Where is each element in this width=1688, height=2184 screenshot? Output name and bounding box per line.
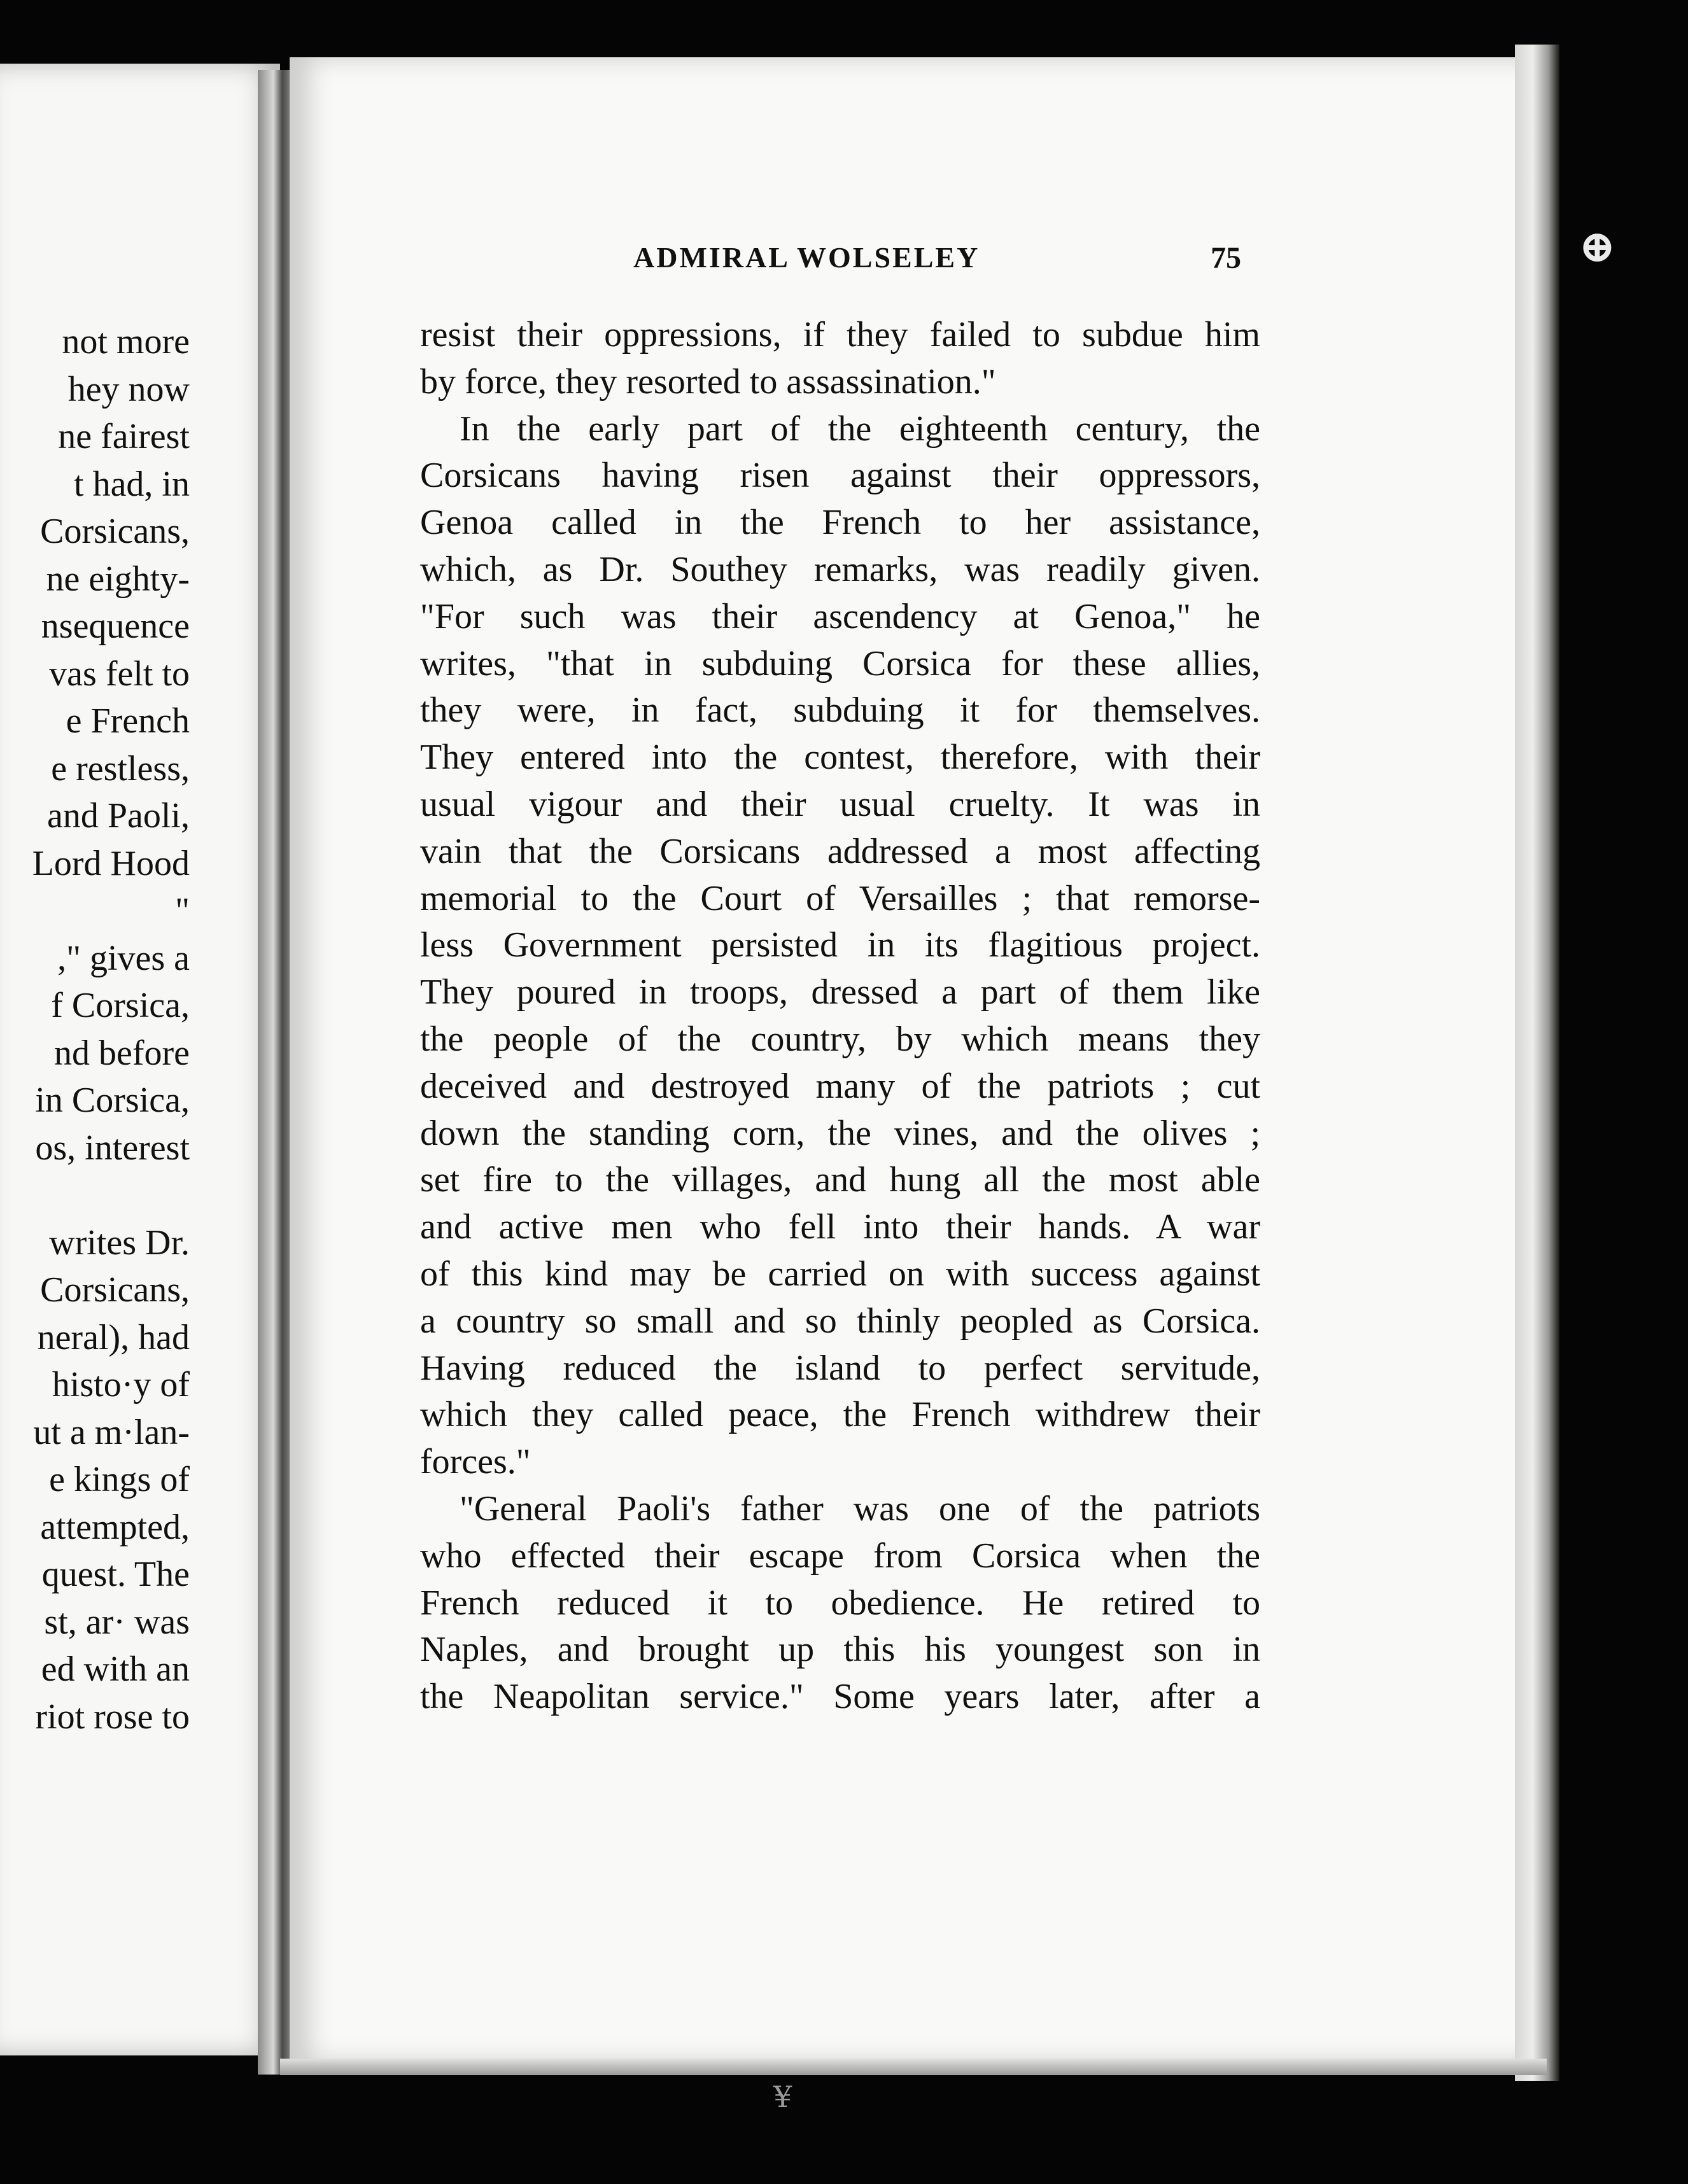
text-line: which they called peace, the French withdrew their [420,1395,1260,1435]
text-line: Naples, and brought up this his youngest son in [420,1630,1260,1670]
left-line: nsequence [41,606,190,646]
left-line [0,1172,190,1219]
text-line: less Government persisted in its flagitious project. [420,925,1260,965]
left-line: e kings of [49,1460,190,1499]
left-page-text [0,318,190,1740]
binding-mark: ¥ [773,2080,792,2114]
text-line: Having reduced the island to perfect servitude, [420,1348,1260,1388]
left-line: hey now [67,369,190,409]
left-line: e French [66,701,190,741]
text-line: by force, they resorted to assassination." [420,361,996,402]
text-line: who effected their escape from Corsica when the [420,1536,1260,1576]
left-line: in Corsica, [35,1081,190,1120]
text-line: They entered into the contest, therefore, with their [420,738,1260,778]
left-line: Corsicans, [40,512,190,551]
text-line: vain that the Corsicans addressed a most affecting [420,831,1260,871]
text-line: the people of the country, by which means they [420,1019,1260,1059]
text-line: They poured in troops, dressed a part of them like [420,972,1260,1012]
page-edge-bottom [280,2059,1547,2075]
left-line: and Paoli, [47,796,190,836]
running-head: ADMIRAL WOLSELEY [633,241,980,274]
left-line: attempted, [40,1507,190,1547]
left-line: ed with an [41,1649,190,1689]
left-line: ," gives a [57,938,190,978]
text-line: Genoa called in the French to her assistance, [420,503,1260,543]
left-line: ut a m·lan- [33,1412,190,1452]
left-line: vas felt to [49,654,190,694]
text-line: and active men who fell into their hands. A war [420,1207,1260,1247]
left-line: t had, in [74,464,190,504]
left-line: nd before [53,1033,190,1073]
page-tab-mark: ⊕ [1579,220,1616,272]
left-line: neral), had [37,1317,190,1357]
text-line: down the standing corn, the vines, and the olives ; [420,1113,1260,1153]
text-line: of this kind may be carried on with success against [420,1254,1260,1294]
left-line: e restless, [51,748,190,788]
left-line: f Corsica, [51,986,190,1025]
left-line: Lord Hood [32,843,190,883]
text-line: writes, "that in subduing Corsica for these allies, [420,643,1260,683]
left-line: " [175,891,190,930]
text-line: the Neapolitan service." Some years later, after a [420,1677,1260,1717]
text-line: "For such was their ascendency at Genoa," he [420,596,1260,636]
text-line: a country so small and so thinly peopled as Corsica. [420,1301,1260,1341]
left-line: ne fairest [58,417,190,456]
text-line: deceived and destroyed many of the patriots ; cut [420,1066,1260,1106]
left-line: Corsicans, [40,1270,190,1310]
text-line: Corsicans having risen against their oppressors, [420,456,1260,496]
left-line: ne eighty- [46,559,190,599]
text-line: resist their oppressions, if they failed to subdue him [420,315,1260,354]
text-line: they were, in fact, subduing it for themselves. [420,690,1260,731]
text-line: which, as Dr. Southey remarks, was readily given. [420,549,1260,589]
text-line: memorial to the Court of Versailles ; that remorse- [420,878,1260,918]
left-line: not more [62,322,190,361]
left-line: riot rose to [35,1697,190,1737]
left-line: os, interest [35,1128,190,1168]
text-line: usual vigour and their usual cruelty. It was in [420,784,1260,824]
left-line: quest. The [41,1555,190,1594]
text-line: In the early part of the eighteenth century, the [460,409,1260,449]
left-line: histo·y of [52,1365,190,1404]
page-edge-right [1515,45,1559,2081]
text-line: "General Paoli's father was one of the patriots [460,1488,1260,1529]
page-number: 75 [1211,241,1241,275]
body-text [420,312,1260,1721]
text-line: set fire to the villages, and hung all the most able [420,1160,1260,1200]
text-line: forces." [420,1442,531,1482]
left-line: st, ar· was [44,1602,190,1642]
left-line: writes Dr. [49,1222,190,1263]
text-line: French reduced it to obedience. He retired to [420,1583,1260,1623]
